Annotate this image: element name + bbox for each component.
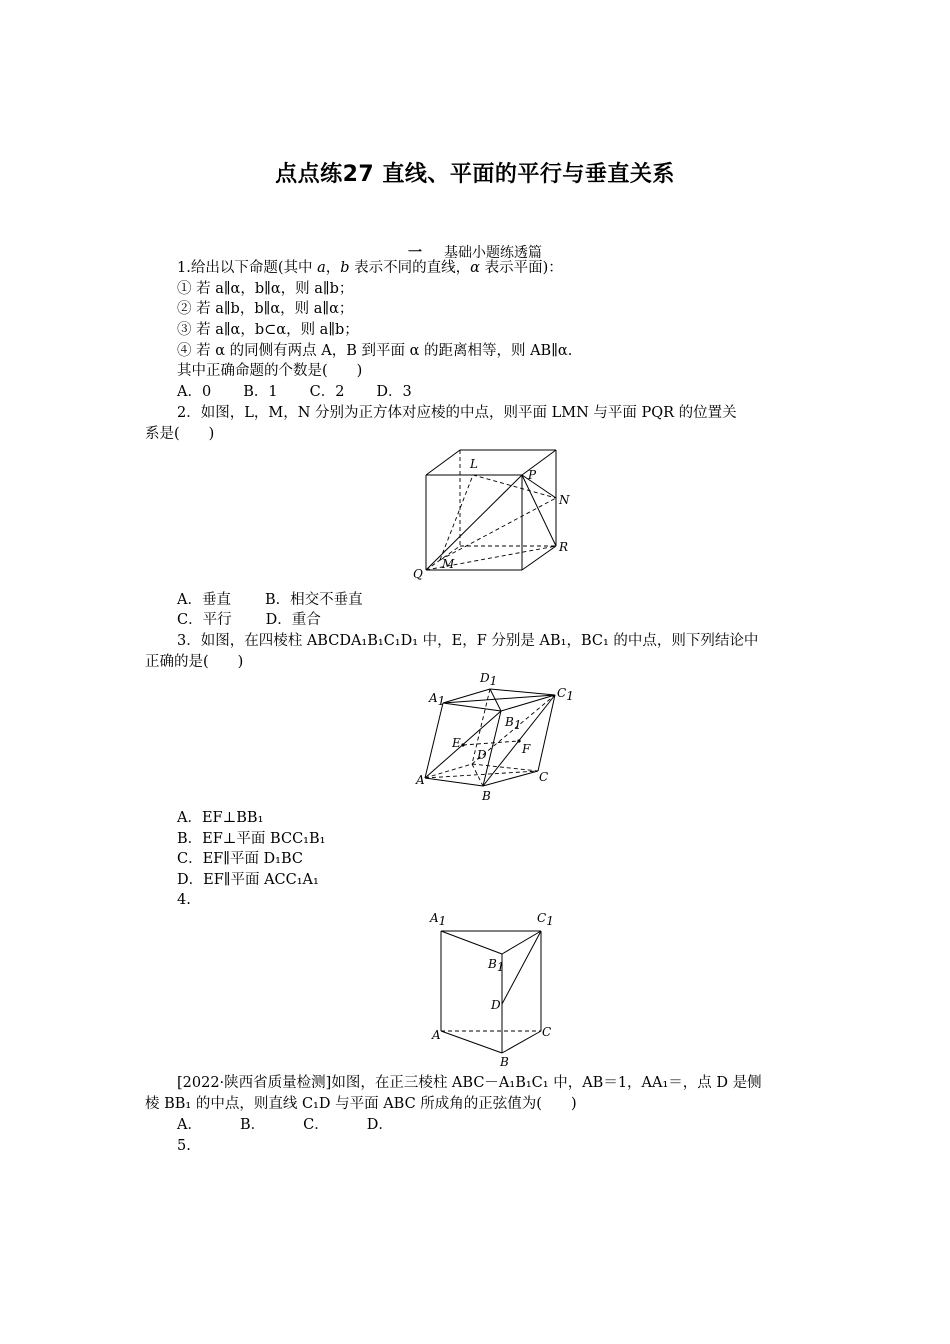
q4-prism-figure [425,908,565,1068]
q2-label-r: R [559,540,569,554]
q2-label-q: Q [413,567,423,581]
q4-stem-cont: 棱 BB₁ 的中点，则直线 C₁D 与平面 ABC 所成角的正弦值为( ) [145,1096,577,1112]
q3-label-a1: A1 [429,691,446,708]
q3-stem: 3．如图，在四棱柱 ABCDA₁B₁C₁D₁ 中，E，F 分别是 AB₁，BC₁ 的中点，则下列结论中 [177,633,759,649]
q2-stem-cont: 系是( ) [145,426,215,442]
q1-item-2: ② 若 a∥b，b∥α，则 a∥α； [177,301,354,317]
q4-number: 4. [177,892,191,908]
q1-item-3: ③ 若 a∥α，b⊂α，则 a∥b； [177,322,359,338]
q2-label-p: P [528,468,537,482]
q3-label-d: D [477,748,487,762]
q4-options [177,1115,393,1135]
q4-stem: [2022·陕西省质量检测]如图，在正三棱柱 ABC－A₁B₁C₁ 中，AB＝1，AA₁＝，点 D 是侧 [177,1075,762,1091]
q2-cube-figure [410,450,580,585]
q1-option-c: C．2 [309,384,345,400]
q3-label-b1: B1 [505,715,522,732]
q3-label-f: F [522,742,531,756]
q2-options-row1 [177,590,363,610]
q1-item-1: ① 若 a∥α，b∥α，则 a∥b； [177,281,354,297]
q4-label-c1: C1 [537,911,554,928]
q4-option-c: C． [303,1117,329,1133]
q4-label-b: B [500,1055,509,1069]
q3-stem-cont: 正确的是( ) [145,654,244,670]
section-label: 基础小题练透篇 [444,245,542,261]
q1-option-d: D．3 [376,384,412,400]
q2-label-l: L [470,457,478,471]
q4-option-b: B． [239,1117,266,1133]
page-title: 点点练27 直线、平面的平行与垂直关系 [275,162,675,187]
q3-option-c: C．EF∥平面 D₁BC [177,851,304,867]
q4-option-a: A． [177,1117,202,1133]
q2-option-a: A．垂直 [177,592,231,608]
q3-option-a: A．EF⊥BB₁ [177,810,264,826]
section-number: 一 [408,245,422,261]
q1-option-a: A．0 [177,384,212,400]
q3-option-d: D．EF∥平面 ACC₁A₁ [177,872,319,888]
q4-label-d: D [491,998,501,1012]
q4-label-b1: B1 [488,957,505,974]
q3-label-a: A [416,773,425,787]
q2-options-row2 [177,610,321,630]
q2-option-c: C．平行 [177,612,232,628]
q3-label-d1: D1 [480,671,498,688]
q4-label-a: A [432,1028,441,1042]
q2-label-m: M [442,557,455,571]
q3-prism-figure [415,670,590,805]
q1-item-4: ④ 若 α 的同侧有两点 A，B 到平面 α 的距离相等，则 AB∥α. [177,343,573,359]
q1-ask: 其中正确命题的个数是( ) [177,363,363,379]
q4-option-d: D． [366,1117,393,1133]
q2-label-n: N [559,493,570,507]
q4-label-c: C [542,1025,552,1039]
q1-options [177,382,412,402]
q3-label-b: B [482,789,491,803]
q2-option-b: B．相交不垂直 [264,592,363,608]
q3-option-b: B．EF⊥平面 BCC₁B₁ [177,831,326,847]
q1-stem: 1.给出以下命题(其中 a，b 表示不同的直线，α 表示平面)： [177,260,563,276]
q1-option-b: B．1 [243,384,278,400]
q2-option-d: D．重合 [265,612,321,628]
q3-label-c: C [539,770,549,784]
q4-label-a1: A1 [430,911,447,928]
q3-label-c1: C1 [557,686,574,703]
q2-stem: 2．如图，L，M，N 分别为正方体对应棱的中点，则平面 LMN 与平面 PQR 的位置关 [177,405,737,421]
q5-number: 5. [177,1138,191,1154]
q3-label-e: E [452,736,461,750]
